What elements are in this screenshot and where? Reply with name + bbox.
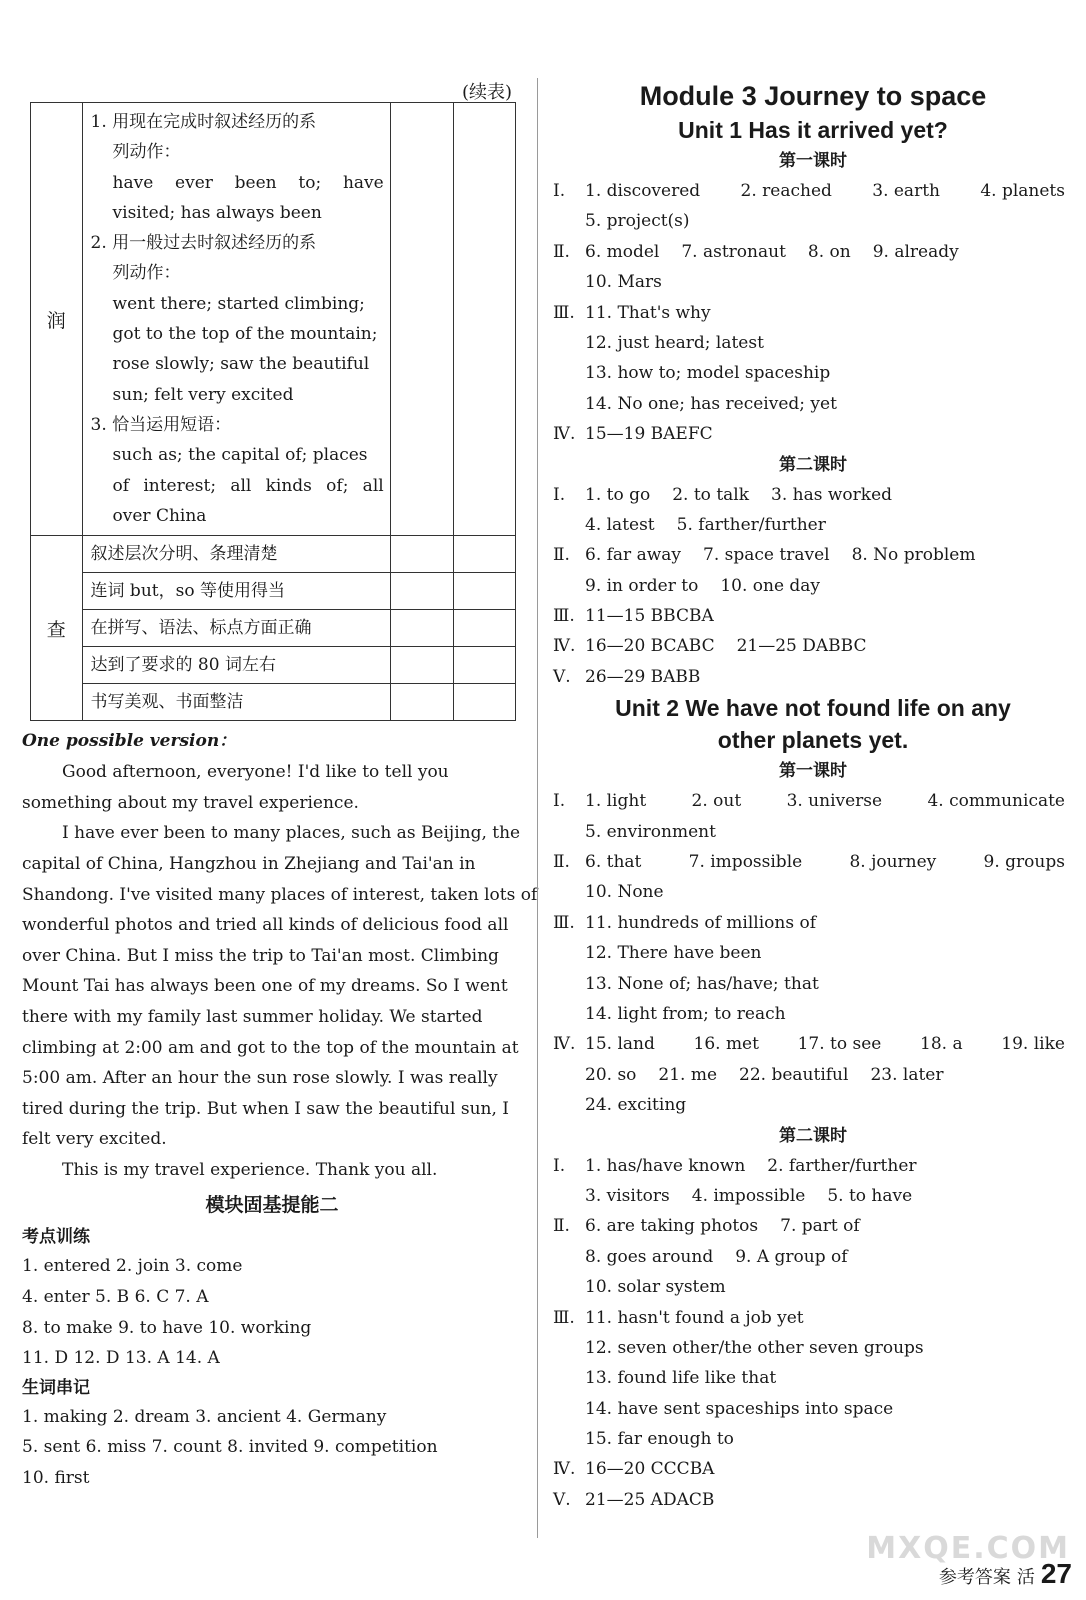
answer-item: 12. just heard; latest (585, 332, 764, 353)
answer-item: 16. met (693, 1034, 759, 1055)
answer-item: 8. goes around (585, 1246, 714, 1267)
answer-item: 1. discovered (585, 181, 701, 201)
answer-item: 7. part of (780, 1216, 860, 1237)
rubric-run-line: have ever been to; have (112, 172, 384, 193)
answer-item: 5. project(s) (585, 211, 690, 232)
roman-numeral: Ⅰ. (553, 1155, 566, 1176)
rubric-score-cell (454, 610, 516, 647)
answer-items (585, 938, 1073, 968)
answer-row (553, 1029, 1073, 1059)
answer-row (553, 298, 1073, 328)
rubric-run-line: such as; the capital of; places (112, 445, 368, 466)
rubric-category-cha: 查 (31, 536, 83, 721)
answer-row (553, 1090, 1073, 1120)
essay-line: something about my travel experience. (22, 792, 359, 813)
essay-line: Mount Tai has always been one of my dreams. So I went (22, 976, 508, 997)
answer-item: 14. light from; to reach (585, 1003, 786, 1024)
rubric-check-item: 书写美观、书面整洁 (82, 684, 390, 721)
answer-item: 21. me (658, 1064, 718, 1085)
rubric-score-cell (454, 103, 516, 536)
roman-numeral (553, 1242, 585, 1272)
answer-item: 11—15 BBCBA (585, 606, 714, 627)
rubric-category-run: 润 (31, 103, 83, 536)
rubric-check-item: 叙述层次分明、条理清楚 (82, 536, 390, 573)
roman-numeral: Ⅰ. (553, 484, 566, 505)
answer-items (585, 877, 1073, 907)
roman-numeral (553, 1363, 585, 1393)
roman-numeral (553, 877, 585, 907)
roman-numeral: Ⅱ. (553, 545, 570, 566)
footer-prefix: 活 (1016, 1567, 1035, 1588)
answer-item: 4. planets (980, 181, 1065, 201)
roman-numeral (553, 206, 585, 236)
answer-items (585, 1242, 1073, 1272)
answer-item: 6. are taking photos (585, 1216, 759, 1237)
answer-item: 21—25 ADACB (585, 1489, 715, 1510)
page-footer (939, 1558, 1072, 1590)
roman-numeral (553, 969, 585, 999)
answer-item: 15. land (585, 1034, 655, 1055)
rubric-run-line: 3. 恰当运用短语： (90, 414, 232, 435)
answer-items (585, 1333, 1073, 1363)
answer-items (585, 237, 1073, 267)
answer-row (553, 176, 1073, 206)
essay-line: tired during the trip. But when I saw the beautiful sun, I (22, 1098, 509, 1119)
left-column (22, 78, 538, 1494)
rubric-check-item: 在拼写、语法、标点方面正确 (82, 610, 390, 647)
rubric-score-cell (454, 647, 516, 684)
answer-items (585, 817, 1073, 847)
rubric-run-line: 列动作： (112, 142, 181, 163)
answer-items (585, 358, 1073, 388)
answer-item: 15—19 BAEFC (585, 424, 713, 445)
roman-numeral (553, 358, 585, 388)
roman-numeral: Ⅲ. (553, 912, 575, 933)
answer-item: 3. universe (786, 791, 883, 812)
answer-items (585, 206, 1073, 236)
answer-items (585, 510, 1073, 540)
answer-item: 10. Mars (585, 272, 662, 293)
shengci-line: 1. making 2. dream 3. ancient 4. Germany (22, 1406, 387, 1427)
answer-row (553, 908, 1073, 938)
answer-items (585, 1363, 1073, 1393)
answer-row (553, 631, 1073, 661)
answer-item: 3. has worked (771, 484, 893, 505)
answer-items (585, 1272, 1073, 1302)
shengci-line: 5. sent 6. miss 7. count 8. invited 9. competition (22, 1437, 438, 1458)
answer-row (553, 267, 1073, 297)
answer-row (553, 540, 1073, 570)
roman-numeral (553, 1394, 585, 1424)
answer-item: 21—25 DABBC (736, 636, 867, 657)
answer-item: 23. later (870, 1064, 944, 1085)
kaodian-line: 11. D 12. D 13. A 14. A (22, 1348, 220, 1369)
essay-line: This is my travel experience. Thank you all. (62, 1159, 438, 1180)
answer-item: 20. so (585, 1064, 637, 1085)
footer-ref: 参考答案 (938, 1567, 1011, 1588)
roman-numeral: Ⅱ. (553, 241, 570, 262)
roman-numeral: Ⅱ. (553, 1216, 570, 1237)
answer-item: 6. model (585, 241, 660, 262)
essay-line: I have ever been to many places, such as Beijing, the (62, 823, 521, 844)
answer-row (553, 206, 1073, 236)
essay-line: there with my family last summer holiday. We started (22, 1006, 483, 1027)
module-title: Module 3 Journey to space (639, 81, 987, 111)
answer-items (585, 571, 1073, 601)
essay-line: capital of China, Hangzhou in Zhejiang and Tai'an in (22, 853, 476, 874)
answer-item: 5. to have (827, 1185, 913, 1206)
answer-items (585, 1181, 1073, 1211)
answer-row (553, 1303, 1073, 1333)
answer-item: 1. to go (585, 484, 651, 505)
roman-numeral (553, 1181, 585, 1211)
roman-numeral: Ⅲ. (553, 606, 575, 627)
answer-items (585, 1424, 1073, 1454)
roman-numeral: Ⅳ. (553, 636, 576, 657)
answer-items (585, 969, 1073, 999)
answer-items (585, 1485, 1073, 1515)
column-divider (537, 78, 538, 1538)
answer-item: 6. that (585, 852, 642, 873)
answer-items (585, 847, 1073, 877)
rubric-run-line: went there; started climbing; (112, 293, 365, 314)
answer-row (553, 510, 1073, 540)
rubric-check-item: 连词 but，so 等使用得当 (82, 573, 390, 610)
answer-item: 9. already (872, 241, 959, 262)
answer-item: 11. hasn't found a job yet (585, 1307, 804, 1328)
answer-item: 10. one day (720, 575, 821, 596)
answer-items (585, 540, 1073, 570)
roman-numeral: Ⅲ. (553, 1307, 575, 1328)
answer-row (553, 847, 1073, 877)
answer-items (585, 908, 1073, 938)
rubric-score-cell (390, 573, 454, 610)
answer-item: 16—20 BCABC (585, 636, 715, 657)
answer-row (553, 662, 1073, 692)
section-title: 模块固基提能二 (205, 1194, 339, 1217)
rubric-score-cell (390, 610, 454, 647)
rubric-table (30, 102, 516, 721)
answer-items (585, 1090, 1073, 1120)
answer-item: 3. visitors (585, 1185, 670, 1206)
rubric-score-cell (454, 536, 516, 573)
answer-items (585, 328, 1073, 358)
answer-item: 4. latest (585, 514, 655, 535)
answer-row (553, 938, 1073, 968)
answer-row (553, 358, 1073, 388)
essay-line: over China. But I miss the trip to Tai'an most. Climbing (22, 945, 499, 966)
essay-line: Good afternoon, everyone! I'd like to tell you (62, 762, 449, 783)
answer-item: 12. There have been (585, 943, 762, 964)
answer-items (585, 389, 1073, 419)
answer-row (553, 571, 1073, 601)
roman-numeral: Ⅳ. (553, 1459, 576, 1480)
answer-item: 11. hundreds of millions of (585, 912, 817, 933)
roman-numeral (553, 1090, 585, 1120)
answer-row (553, 601, 1073, 631)
roman-numeral: Ⅲ. (553, 302, 575, 323)
roman-numeral (553, 1272, 585, 1302)
answer-row (553, 237, 1073, 267)
essay-line: 5:00 am. After an hour the sun rose slowly. I was really (22, 1068, 498, 1089)
roman-numeral (553, 938, 585, 968)
roman-numeral: Ⅳ. (553, 1034, 576, 1055)
rubric-run-line: 1. 用现在完成时叙述经历的系 (90, 112, 317, 132)
answer-item: 1. has/have known (585, 1155, 746, 1176)
answer-row (553, 480, 1073, 510)
answer-items (585, 786, 1073, 816)
answer-items (585, 480, 1073, 510)
answer-item: 9. groups (983, 852, 1065, 873)
answer-row (553, 1394, 1073, 1424)
answer-items (585, 419, 1073, 449)
right-column (553, 78, 1073, 1515)
answer-row (553, 328, 1073, 358)
answer-item: 17. to see (797, 1034, 882, 1055)
answer-item: 19. like (1001, 1034, 1065, 1055)
answer-item: 6. far away (585, 545, 682, 566)
rubric-score-cell (390, 684, 454, 721)
roman-numeral (553, 1060, 585, 1090)
answer-item: 3. earth (872, 181, 940, 201)
answer-item: 2. out (691, 791, 742, 812)
answer-item: 7. impossible (688, 852, 803, 873)
answer-items (585, 1211, 1073, 1241)
answer-item: 9. A group of (735, 1246, 848, 1267)
answer-items (585, 176, 1073, 206)
answer-item: 7. astronaut (681, 241, 786, 262)
essay-line: wonderful photos and tried all kinds of delicious food all (22, 915, 509, 936)
essay-line: felt very excited. (22, 1129, 167, 1150)
unit1-title: Unit 1 Has it arrived yet? (678, 117, 948, 143)
essay-line: climbing at 2:00 am and got to the top of the mountain at (22, 1037, 519, 1058)
answer-row (553, 1151, 1073, 1181)
answer-row (553, 999, 1073, 1029)
rubric-score-cell (390, 103, 454, 536)
roman-numeral (553, 1424, 585, 1454)
unit2-lesson1-title: 第一课时 (779, 761, 847, 782)
watermark: MXQE.COM (866, 1531, 1070, 1566)
answer-row (553, 389, 1073, 419)
answer-item: 8. No problem (851, 545, 976, 566)
roman-numeral (553, 510, 585, 540)
answer-items (585, 1060, 1073, 1090)
answer-item: 16—20 CCCBA (585, 1459, 715, 1480)
answer-item: 15. far enough to (585, 1429, 734, 1450)
answer-row (553, 1272, 1073, 1302)
answer-item: 2. reached (740, 181, 832, 201)
roman-numeral: Ⅰ. (553, 791, 566, 812)
roman-numeral (553, 817, 585, 847)
answer-row (553, 1242, 1073, 1272)
answer-row (553, 419, 1073, 449)
roman-numeral: Ⅱ. (553, 852, 570, 873)
shengci-line: 10. first (22, 1468, 90, 1489)
rubric-run-line: visited; has always been (112, 202, 322, 223)
answer-items (585, 298, 1073, 328)
rubric-score-cell (390, 536, 454, 573)
answer-row (553, 1211, 1073, 1241)
unit2-title-line2: other planets yet. (717, 727, 909, 754)
roman-numeral: Ⅴ. (553, 1489, 571, 1510)
answer-item: 22. beautiful (739, 1064, 849, 1085)
answer-items (585, 267, 1073, 297)
roman-numeral: Ⅴ. (553, 666, 571, 687)
essay-sample (22, 725, 538, 1185)
rubric-run-line: of interest; all kinds of; all (112, 475, 384, 496)
rubric-run-line: got to the top of the mountain; (112, 324, 378, 345)
unit2-lesson2-title: 第二课时 (779, 1125, 847, 1146)
answer-item: 8. journey (849, 852, 937, 873)
roman-numeral (553, 328, 585, 358)
answer-item: 11. That's why (585, 302, 711, 323)
answer-row (553, 1181, 1073, 1211)
answer-item: 14. No one; has received; yet (585, 393, 837, 414)
answer-items (585, 631, 1073, 661)
roman-numeral: Ⅰ. (553, 181, 566, 201)
answer-item: 14. have sent spaceships into space (585, 1398, 894, 1419)
rubric-run-line: rose slowly; saw the beautiful (112, 354, 370, 375)
unit2-title-line1: Unit 2 We have not found life on any (615, 695, 1011, 722)
answer-row (553, 1060, 1073, 1090)
roman-numeral (553, 999, 585, 1029)
kaodian-title: 考点训练 (22, 1227, 90, 1248)
essay-line: Shandong. I've visited many places of interest, taken lots of (22, 884, 538, 905)
answer-row (553, 877, 1073, 907)
answer-item: 26—29 BABB (585, 666, 701, 687)
answer-item: 12. seven other/the other seven groups (585, 1337, 924, 1358)
kaodian-line: 4. enter 5. B 6. C 7. A (22, 1287, 209, 1308)
answer-items (585, 1454, 1073, 1484)
answer-items (585, 999, 1073, 1029)
continued-label: (续表) (461, 82, 512, 103)
kaodian-line: 8. to make 9. to have 10. working (22, 1317, 312, 1338)
roman-numeral (553, 267, 585, 297)
answer-item: 9. in order to (585, 575, 699, 596)
rubric-run-line: sun; felt very excited (112, 384, 294, 405)
answer-row (553, 1485, 1073, 1515)
answer-item: 5. environment (585, 821, 716, 842)
shengci-title: 生词串记 (22, 1377, 90, 1398)
rubric-run-content (82, 103, 390, 536)
answer-items (585, 601, 1073, 631)
answer-item: 4. communicate (927, 791, 1065, 812)
answer-item: 10. solar system (585, 1277, 726, 1298)
rubric-check-item: 达到了要求的 80 词左右 (82, 647, 390, 684)
answer-row (553, 1424, 1073, 1454)
answer-item: 2. farther/further (767, 1155, 917, 1176)
answer-items (585, 662, 1073, 692)
answer-items (585, 1303, 1073, 1333)
rubric-score-cell (454, 684, 516, 721)
answer-items (585, 1151, 1073, 1181)
rubric-score-cell (390, 647, 454, 684)
rubric-score-cell (454, 573, 516, 610)
roman-numeral (553, 1333, 585, 1363)
page-number: 27 (1040, 1558, 1072, 1589)
answer-row (553, 1363, 1073, 1393)
answer-item: 1. light (585, 791, 647, 812)
answer-row (553, 1333, 1073, 1363)
answer-item: 7. space travel (703, 545, 830, 566)
answer-item: 8. on (807, 241, 851, 262)
answer-item: 4. impossible (691, 1185, 806, 1206)
answer-item: 24. exciting (585, 1095, 687, 1116)
answer-items (585, 1394, 1073, 1424)
roman-numeral (553, 389, 585, 419)
unit1-lesson1-title: 第一课时 (779, 151, 847, 171)
answer-row (553, 786, 1073, 816)
rubric-run-line: over China (112, 505, 207, 526)
answer-item: 5. farther/further (676, 514, 826, 535)
answer-item: 13. how to; model spaceship (585, 363, 831, 384)
essay-label: One possible version： (22, 731, 237, 752)
answer-row (553, 817, 1073, 847)
answer-items (585, 1029, 1073, 1059)
roman-numeral (553, 571, 585, 601)
answer-item: 18. a (920, 1034, 963, 1055)
answer-row (553, 969, 1073, 999)
answer-item: 10. None (585, 882, 664, 903)
answer-row (553, 1454, 1073, 1484)
kaodian-line: 1. entered 2. join 3. come (22, 1256, 243, 1277)
answer-item: 2. to talk (672, 484, 750, 505)
rubric-run-line: 2. 用一般过去时叙述经历的系 (90, 233, 317, 254)
unit1-lesson2-title: 第二课时 (779, 454, 847, 475)
rubric-run-line: 列动作： (112, 263, 181, 284)
answer-item: 13. found life like that (585, 1368, 777, 1389)
answer-item: 13. None of; has/have; that (585, 973, 819, 994)
roman-numeral: Ⅳ. (553, 424, 576, 445)
